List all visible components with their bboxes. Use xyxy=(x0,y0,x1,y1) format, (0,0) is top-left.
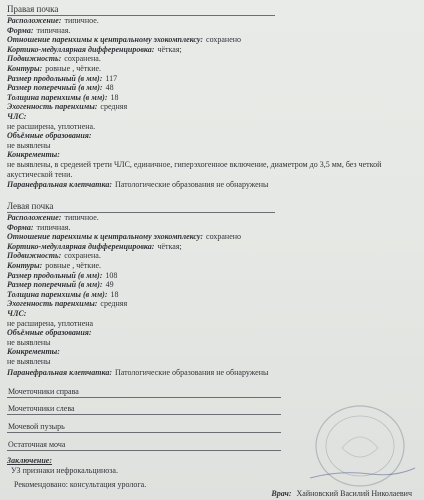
pararenal-row xyxy=(7,180,416,190)
field-row xyxy=(7,64,416,74)
seal-stamp xyxy=(290,398,420,488)
concrement-label-text: Конкременты: xyxy=(7,347,60,357)
chls-value: не расширена, уплотнена. xyxy=(7,121,96,131)
field-label: Расположение: xyxy=(7,16,62,25)
field-label: Подвижность: xyxy=(7,251,62,261)
field-label: Форма: xyxy=(7,222,34,232)
field-label: Эхогенность паренхимы: xyxy=(7,299,98,309)
right-kidney-title: Правая почка xyxy=(7,4,59,14)
left-kidney-section xyxy=(7,201,277,213)
field-value: типичная. xyxy=(36,25,71,35)
ureters-right-line: Мочеточники справа xyxy=(7,387,281,398)
pararenal-value: Патологические образования не обнаружены xyxy=(115,367,269,377)
field-row xyxy=(7,242,416,252)
field-value: ровные , чёткие. xyxy=(45,260,102,270)
field-value: типичное. xyxy=(64,16,99,25)
field-value: 108 xyxy=(105,270,118,280)
field-row xyxy=(7,232,416,242)
volume-value: не выявлены xyxy=(7,337,51,347)
volume-label xyxy=(7,328,416,338)
ureters-left-line: Мочеточники слева xyxy=(7,404,281,415)
field-label: Отношение паренхимы к центральному эхокомплексу: xyxy=(7,232,204,242)
volume-label-text: Объёмные образования: xyxy=(7,328,92,338)
chls-label xyxy=(7,309,416,319)
concrement-label xyxy=(7,347,416,357)
field-row xyxy=(7,83,416,93)
field-row xyxy=(7,45,416,55)
field-label: Толщина паренхимы (в мм): xyxy=(7,92,108,102)
field-row xyxy=(7,271,416,281)
field-label: Кортико-медуллярная дифференцировка: xyxy=(7,241,155,251)
doctor-signature-row xyxy=(271,489,412,498)
field-value: 117 xyxy=(105,73,118,83)
pararenal-value: Патологические образования не обнаружены xyxy=(115,180,269,190)
field-value: чёткая; xyxy=(157,44,182,54)
field-label: Контуры: xyxy=(7,63,43,73)
field-row xyxy=(7,16,416,26)
chls-label-text: ЧЛС: xyxy=(7,308,27,318)
conclusion-text: УЗ признаки нефрокальциноза. xyxy=(11,465,118,475)
field-row xyxy=(7,93,416,103)
concrement-value: не выявлены xyxy=(7,356,51,366)
volume-value: не выявлены xyxy=(7,140,51,150)
field-value: сохранено xyxy=(206,35,242,45)
field-label: Контуры: xyxy=(7,260,43,270)
conclusion-label: Заключение: xyxy=(7,456,52,465)
chls-label-text: ЧЛС: xyxy=(7,111,27,121)
field-value: сохранено xyxy=(206,232,242,242)
chls-label xyxy=(7,112,416,122)
field-label: Толщина паренхимы (в мм): xyxy=(7,289,108,299)
pararenal-label: Паранефральная клетчатка: xyxy=(7,367,112,377)
field-row xyxy=(7,290,416,300)
field-label: Размер поперечный (в мм): xyxy=(7,83,103,93)
field-value: типичное. xyxy=(64,213,99,222)
field-row xyxy=(7,280,416,290)
field-label: Эхогенность паренхимы: xyxy=(7,102,98,112)
field-value: сохранена. xyxy=(64,54,101,64)
field-row xyxy=(7,26,416,36)
bladder-line: Мочевой пузырь xyxy=(7,422,281,433)
field-value: средняя xyxy=(100,299,128,309)
field-row xyxy=(7,299,416,309)
concrement-value: не выявлены, в средеией трети ЧЛС, единичное, гиперэхогенное включение, диаметром до 3,5 мм, без четкой акустической тени. xyxy=(7,159,382,179)
doctor-name: Хайновский Василий Николаевич xyxy=(296,489,412,498)
field-value: 18 xyxy=(110,289,119,299)
field-label: Размер поперечный (в мм): xyxy=(7,280,103,290)
field-row xyxy=(7,54,416,64)
right-kidney-rows xyxy=(7,16,416,190)
field-label: Отношение паренхимы к центральному эхокомплексу: xyxy=(7,35,204,45)
field-row xyxy=(7,261,416,271)
field-value: 49 xyxy=(105,280,114,290)
field-value: типичная. xyxy=(36,222,71,232)
concrement-label-text: Конкременты: xyxy=(7,150,60,160)
field-value: сохранена. xyxy=(64,251,101,261)
left-kidney-rows xyxy=(7,213,416,377)
right-kidney-section xyxy=(7,4,277,16)
concrement-label xyxy=(7,150,416,160)
field-row xyxy=(7,223,416,233)
field-value: 18 xyxy=(110,92,119,102)
field-label: Кортико-медуллярная дифференцировка: xyxy=(7,44,155,54)
recommendation-text: Рекомендовано: консультация уролога. xyxy=(14,480,147,489)
field-row xyxy=(7,251,416,261)
field-label: Размер продольный (в мм): xyxy=(7,270,103,280)
field-label: Расположение: xyxy=(7,213,62,222)
residual-urine-line: Остаточная моча xyxy=(7,440,281,451)
field-value: ровные , чёткие. xyxy=(45,63,102,73)
field-row xyxy=(7,74,416,84)
volume-label-text: Объёмные образования: xyxy=(7,131,92,141)
pararenal-row xyxy=(7,368,416,378)
field-value: 48 xyxy=(105,83,114,93)
left-kidney-title: Левая почка xyxy=(7,201,54,211)
chls-value: не расширена, уплотнена xyxy=(7,318,94,328)
field-label: Размер продольный (в мм): xyxy=(7,73,103,83)
volume-label xyxy=(7,131,416,141)
field-row xyxy=(7,35,416,45)
field-label: Форма: xyxy=(7,25,34,35)
field-row xyxy=(7,213,416,223)
pararenal-label: Паранефральная клетчатка: xyxy=(7,180,112,190)
field-row xyxy=(7,102,416,112)
field-value: чёткая; xyxy=(157,241,182,251)
field-value: средняя xyxy=(100,102,128,112)
field-label: Подвижность: xyxy=(7,54,62,64)
doctor-label: Врач: xyxy=(271,489,292,498)
